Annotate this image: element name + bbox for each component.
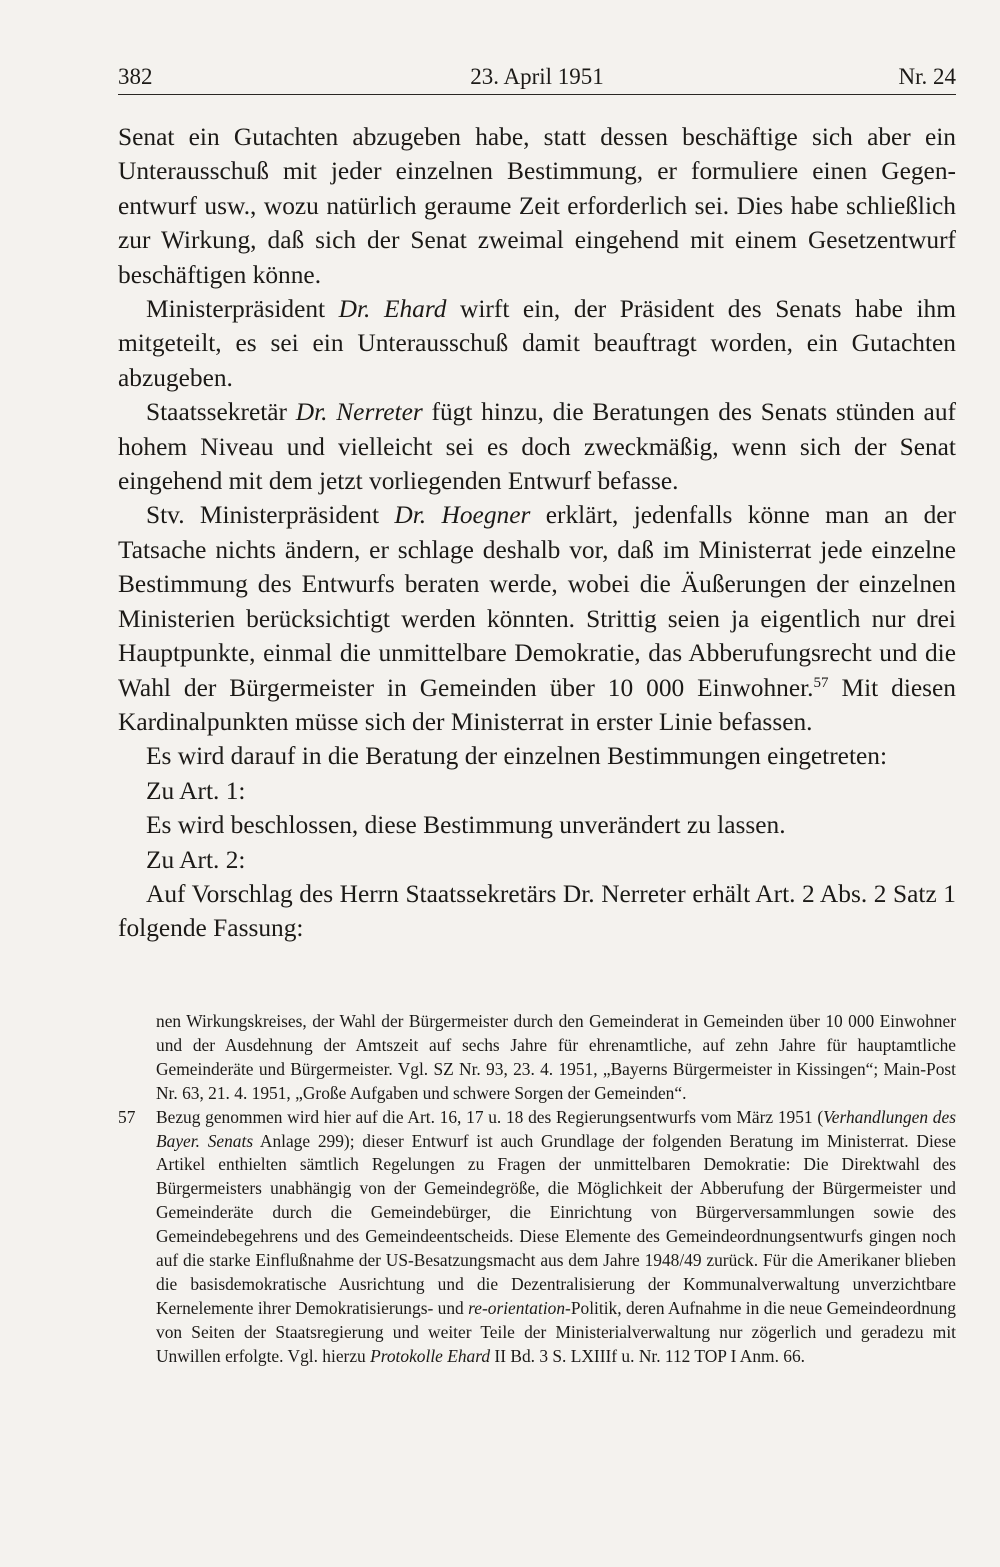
header-date: 23. April 1951	[470, 64, 604, 89]
footnote-citation-title: Verhandlungen des Bayer. Senats	[156, 1106, 956, 1151]
paragraph-ehard-lead: Ministerpräsident	[146, 295, 339, 324]
page-number: 382	[118, 64, 153, 89]
footnote-number: 57	[118, 1106, 136, 1127]
paragraph-hoegner-text: erklärt, jedenfalls könne man an der Tatsache nichts ändern, er schlage deshalb vor, daß im Ministerrat jede einzelne Bestimmung des Entwurfs beraten werde, wobei die Äußerungen der einzelnen Ministerien berücksichtigt werden könnten. Strittig seien ja eigentlich nur drei Hauptpunkte, einmal die unmittelbare Demokratie, das Abberufungsrecht und die Wahl der Bürgermeister in Gemeinden über 10 000 Einwohner.	[118, 501, 956, 702]
paragraph-hoegner	[118, 498, 956, 739]
paragraph-nerreter	[118, 395, 956, 498]
speaker-name: Dr. Nerreter	[295, 398, 423, 427]
article-heading-2: Zu Art. 2:	[146, 845, 246, 874]
paragraph-nerreter-lead: Staatssekretär	[146, 398, 296, 427]
footnote-text: Anlage 299); dieser Entwurf ist auch Grundlage der folgenden Beratung im Ministerrat. Diese Artikel enthielten sämtlich Regelungen zu Fragen der unmittelbaren Demokratie: Die Direktwahl des Bürgermeisters unabhängig von der Gemeindegröße, die Möglichkeit der Abberufung der Bürgermeister und Gemeinderäte durch die Gemeindebürger, die Einrichtung von Bürgerversammlungen sowie des Gemeindebegehrens und des Gemeindeentscheids. Diese Elemente des Gemeindeordnungsentwurfs gingen noch auf die starke Einflußnahme der US-Besatzungsmacht aus dem Jahre 1948/49 zurück. Für die Amerikaner blieben die basisdemokratische Ausrichtung und die Dezentralisierung der Kommunalverwaltung unverzichtbare Kernelemente ihrer Demokratisierungs- und	[156, 1130, 956, 1318]
footnote-text: Bezug genommen wird hier auf die Art. 16, 17 u. 18 des Regierungsentwurfs vom März 1951 (	[156, 1106, 824, 1127]
footnote-italic-term: re-orientation-	[468, 1297, 571, 1318]
paragraph-ehard-text: wirft ein, der Präsident des Senats habe ihm mitgeteilt, es sei ein Unterausschuß damit beauftragt worden, ein Gutachten abzugeben.	[118, 295, 956, 392]
footnotes	[118, 1010, 956, 1369]
speaker-name: Dr. Hoegner	[394, 501, 531, 530]
paragraph-nerreter-text: fügt hinzu, die Beratungen des Senats stünden auf hohem Niveau und vielleicht sei es doch zweckmäßig, wenn sich der Senat eingehend mit dem jetzt vorliegenden Entwurf befasse.	[118, 398, 956, 496]
paragraph-hoegner-lead: Stv. Ministerpräsident	[146, 501, 395, 530]
footnote-text: II Bd. 3 S. LXIIIf u. Nr. 112 TOP I Anm. 66.	[490, 1345, 806, 1366]
footnote-citation-title: Protokolle Ehard	[370, 1345, 491, 1366]
running-header	[118, 60, 956, 95]
issue-number: Nr. 24	[898, 64, 956, 89]
paragraph-art2-proposal: Auf Vorschlag des Herrn Staatssekretärs Dr. Nerreter erhält Art. 2 Abs. 2 Satz 1 folgende Fassung:	[118, 879, 956, 943]
paragraph-beratung: Es wird darauf in die Beratung der einzelnen Bestimmungen eingetreten:	[146, 742, 888, 771]
main-text	[118, 120, 956, 946]
paragraph-senat: Senat ein Gutachten abzugeben habe, statt dessen beschäftige sich aber ein Unterausschuß mit jeder einzelnen Bestimmung, er formuliere einen Gegenentwurf usw., wozu natürlich geraume Zeit erforderlich sei. Dies habe schließlich zur Wirkung, daß sich der Senat zweimal eingehend mit einem Gesetzentwurf beschäftigen könne.	[118, 123, 956, 289]
paragraph-art1-decision: Es wird beschlossen, diese Bestimmung unverändert zu lassen.	[146, 811, 786, 840]
footnote-continuation: nen Wirkungskreises, der Wahl der Bürgermeister durch den Gemeinderat in Gemeinden über 10 000 Einwohner und der Ausdehnung der Amtszeit auf sechs Jahre für ehrenamtliche, auf zehn Jahre für hauptamtliche Gemeinderäte und Bürgermeister. Vgl. SZ Nr. 93, 23. 4. 1951, „Bayerns Bürgermeister in Kissingen“; Main-Post Nr. 63, 21. 4. 1951, „Große Aufgaben und schwere Sorgen der Gemeinden“.	[156, 1011, 956, 1103]
article-heading-1: Zu Art. 1:	[146, 776, 246, 805]
footnote-57	[118, 1106, 956, 1369]
footnote-text: Politik, deren Aufnahme in die neue Gemeindeordnung von Seiten der Staatsregierung und weiter Teile der Ministerialverwaltung nur zögerlich und geradezu mit Unwillen erfolgte. Vgl. hierzu	[156, 1297, 956, 1366]
footnote-reference[interactable]: 57	[813, 674, 829, 691]
speaker-name: Dr. Ehard	[338, 295, 447, 324]
paragraph-hoegner-tail: Mit diesen Kardinalpunkten müsse sich der Ministerrat in erster Linie befassen.	[118, 673, 956, 736]
paragraph-ehard	[118, 292, 956, 395]
